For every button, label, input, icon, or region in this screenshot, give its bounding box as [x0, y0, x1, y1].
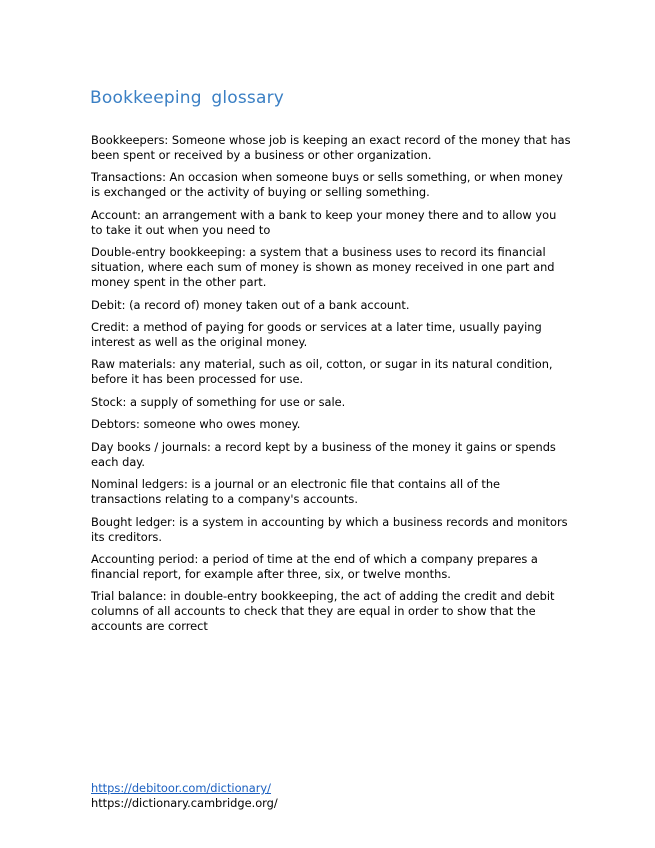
- glossary-entry: Stock: a supply of something for use or sale.: [91, 394, 346, 409]
- source-cambridge: https://dictionary.cambridge.org/: [91, 795, 278, 810]
- glossary-entry: Double-entry bookkeeping: a system that a business uses to record its financial situation, where each sum of money is shown as money received in one part and money spent in the other part.: [91, 245, 555, 290]
- glossary-entry: Debtors: someone who owes money.: [91, 417, 301, 432]
- page-title: Bookkeeping glossary: [90, 88, 285, 108]
- glossary-list: [91, 133, 571, 642]
- glossary-entry: Nominal ledgers: is a journal or an electronic file that contains all of the transactions relating to a company's accounts.: [91, 477, 501, 507]
- sources: [91, 781, 278, 811]
- glossary-entry: Day books / journals: a record kept by a business of the money it gains or spends each day.: [91, 439, 556, 469]
- glossary-entry: Credit: a method of paying for goods or services at a later time, usually paying interest as well as the original money.: [91, 320, 542, 349]
- glossary-entry: Bookkeepers: Someone whose job is keeping an exact record of the money that has been spent or received by a business or other organization.: [91, 133, 571, 162]
- glossary-entry: Account: an arrangement with a bank to keep your money there and to allow you to take it out when you need to: [91, 207, 557, 237]
- glossary-entry: Raw materials: any material, such as oil, cotton, or sugar in its natural condition, before it has been processed for use.: [91, 357, 553, 387]
- glossary-entry: Debit: (a record of) money taken out of a bank account.: [91, 297, 410, 312]
- glossary-entry: Bought ledger: is a system in accounting by which a business records and monitors its creditors.: [91, 514, 568, 544]
- glossary-entry: Trial balance: in double-entry bookkeeping, the act of adding the credit and debit columns of all accounts to check that they are equal in order to show that the accounts are correct: [91, 589, 555, 634]
- glossary-entry: Transactions: An occasion when someone buys or sells something, or when money is exchanged or the activity of buying or selling something.: [91, 170, 563, 200]
- source-link-debitoor[interactable]: https://debitoor.com/dictionary/: [91, 781, 272, 795]
- glossary-entry: Accounting period: a period of time at the end of which a company prepares a financial report, for example after three, six, or twelve months.: [91, 552, 538, 581]
